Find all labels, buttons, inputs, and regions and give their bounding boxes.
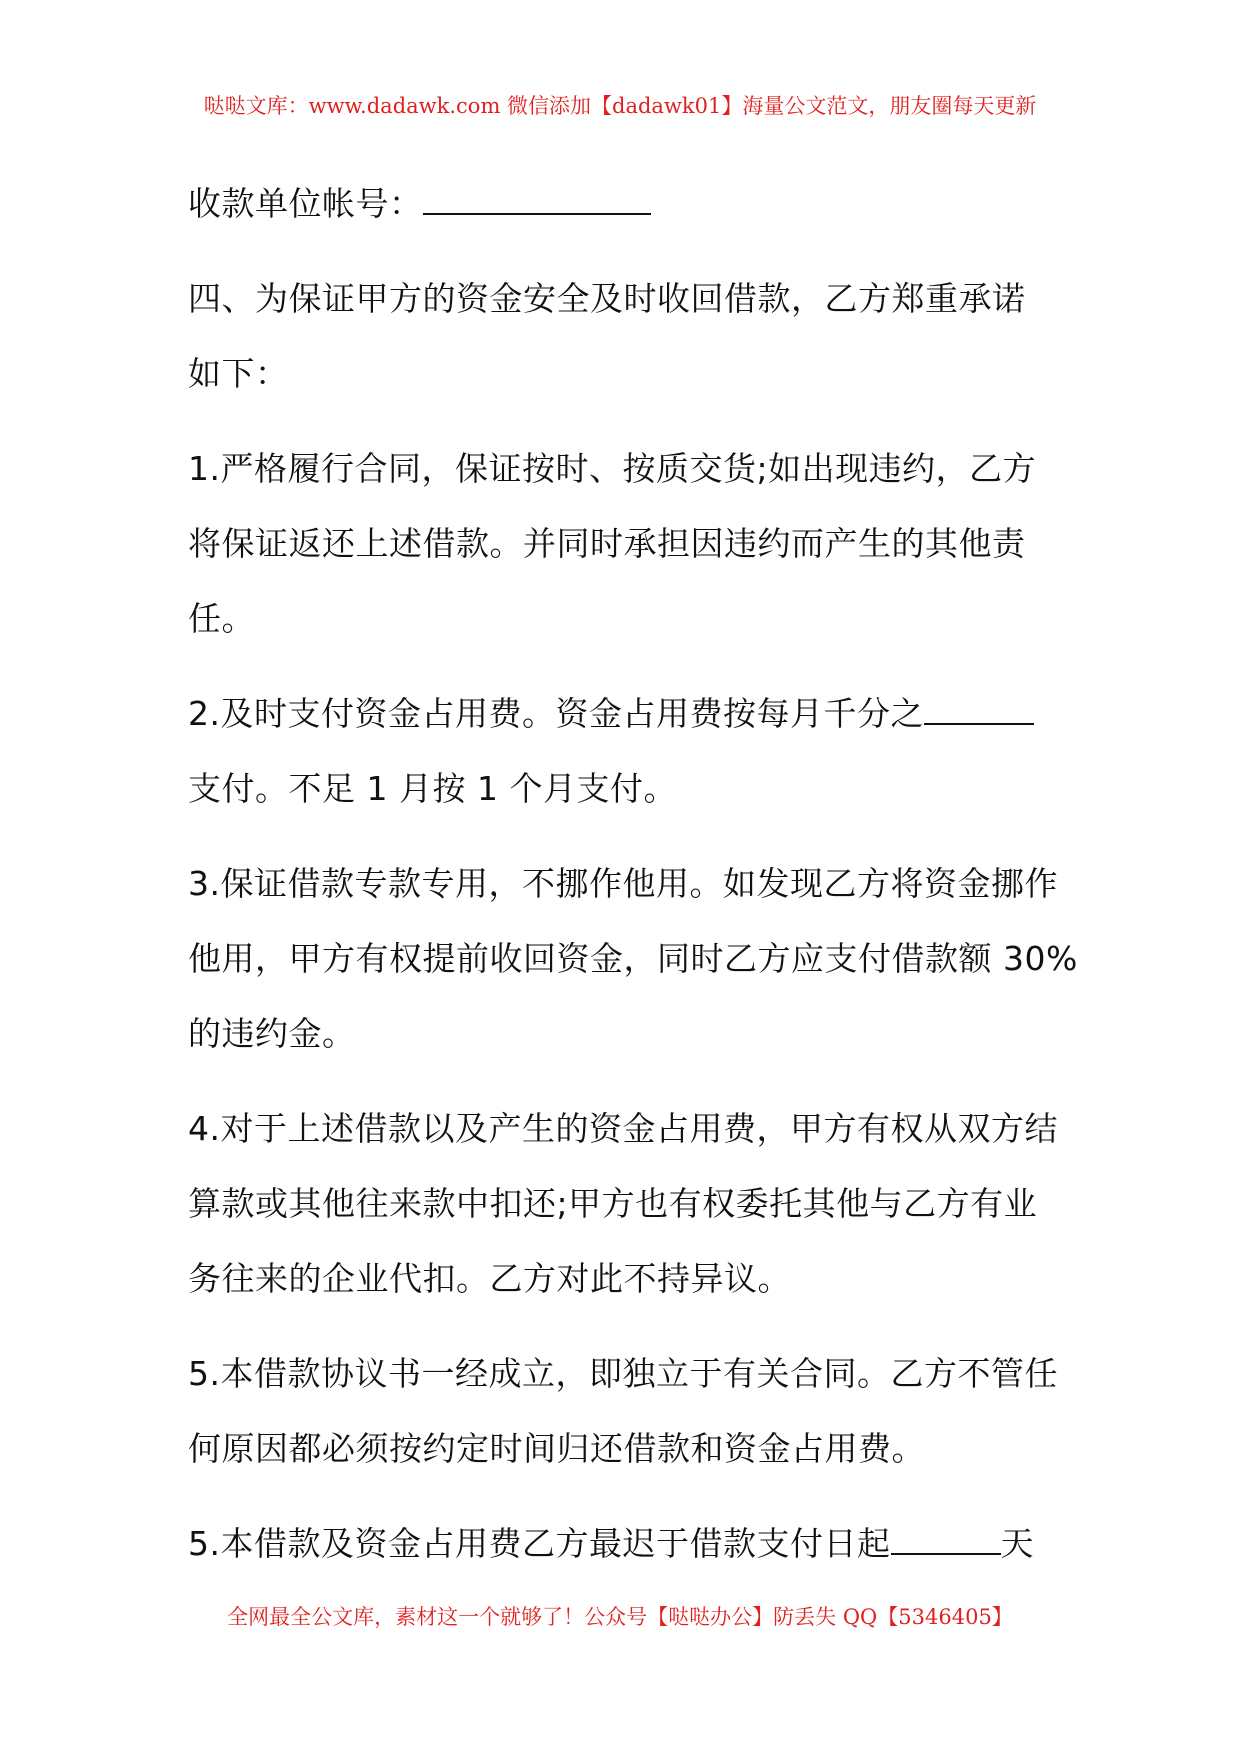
item-5b-paragraph [188,1506,1058,1581]
item-3-paragraph [188,846,1078,1071]
item-1-line-1: 1.严格履行合同，保证按时、按质交货;如出现违约，乙方 [188,449,1037,488]
item-5a-paragraph [188,1336,1058,1486]
item-3-line-1: 3.保证借款专款专用，不挪作他用。如发现乙方将资金挪作 [188,864,1058,903]
item-4-line-3: 务往来的企业代扣。乙方对此不持异议。 [188,1259,791,1298]
item-1-paragraph [188,431,1058,656]
item-2-line-1 [188,676,1058,751]
item-5b-text: 5.本借款及资金占用费乙方最迟于借款支付日起 [188,1524,891,1563]
item-5b-line-1 [188,1506,1058,1581]
account-label: 收款单位帐号： [188,184,423,223]
item-5b-suffix: 天 [1000,1524,1034,1563]
section-4-paragraph [188,261,1058,411]
section-4-line-2: 如下： [188,354,289,393]
rate-blank [924,693,1034,725]
item-1-line-3: 任。 [188,599,255,638]
item-2-text: 2.及时支付资金占用费。资金占用费按每月千分之 [188,694,924,733]
document-body [188,166,1078,1601]
account-number-line [188,166,1058,241]
item-4-line-2: 算款或其他往来款中扣还;甲方也有权委托其他与乙方有业 [188,1184,1038,1223]
item-4-line-1: 4.对于上述借款以及产生的资金占用费，甲方有权从双方结 [188,1109,1058,1148]
item-5a-line-1: 5.本借款协议书一经成立，即独立于有关合同。乙方不管任 [188,1354,1058,1393]
footer-watermark-text: 全网最全公文库，素材这一个就够了！公众号【哒哒办公】防丢失 QQ【5346405】 [227,1605,1013,1629]
days-blank [891,1523,1001,1555]
item-1-line-2: 将保证返还上述借款。并同时承担因违约而产生的其他责 [188,524,1026,563]
header-watermark-text: 哒哒文库：www.dadawk.com 微信添加【dadawk01】海量公文范文，朋友圈每天更新 [203,94,1037,118]
item-2-paragraph [188,676,1058,826]
section-4-line-1: 四、为保证甲方的资金安全及时收回借款，乙方郑重承诺 [188,279,1026,318]
item-4-paragraph [188,1091,1058,1316]
account-line [188,166,1058,241]
item-2-line-2: 支付。不足 1 月按 1 个月支付。 [188,769,677,808]
item-3-line-2: 他用，甲方有权提前收回资金，同时乙方应支付借款额 30% [188,939,1078,978]
account-number-blank [423,183,651,215]
item-3-line-3: 的违约金。 [188,1014,356,1053]
item-5a-line-2: 何原因都必须按约定时间归还借款和资金占用费。 [188,1429,925,1468]
